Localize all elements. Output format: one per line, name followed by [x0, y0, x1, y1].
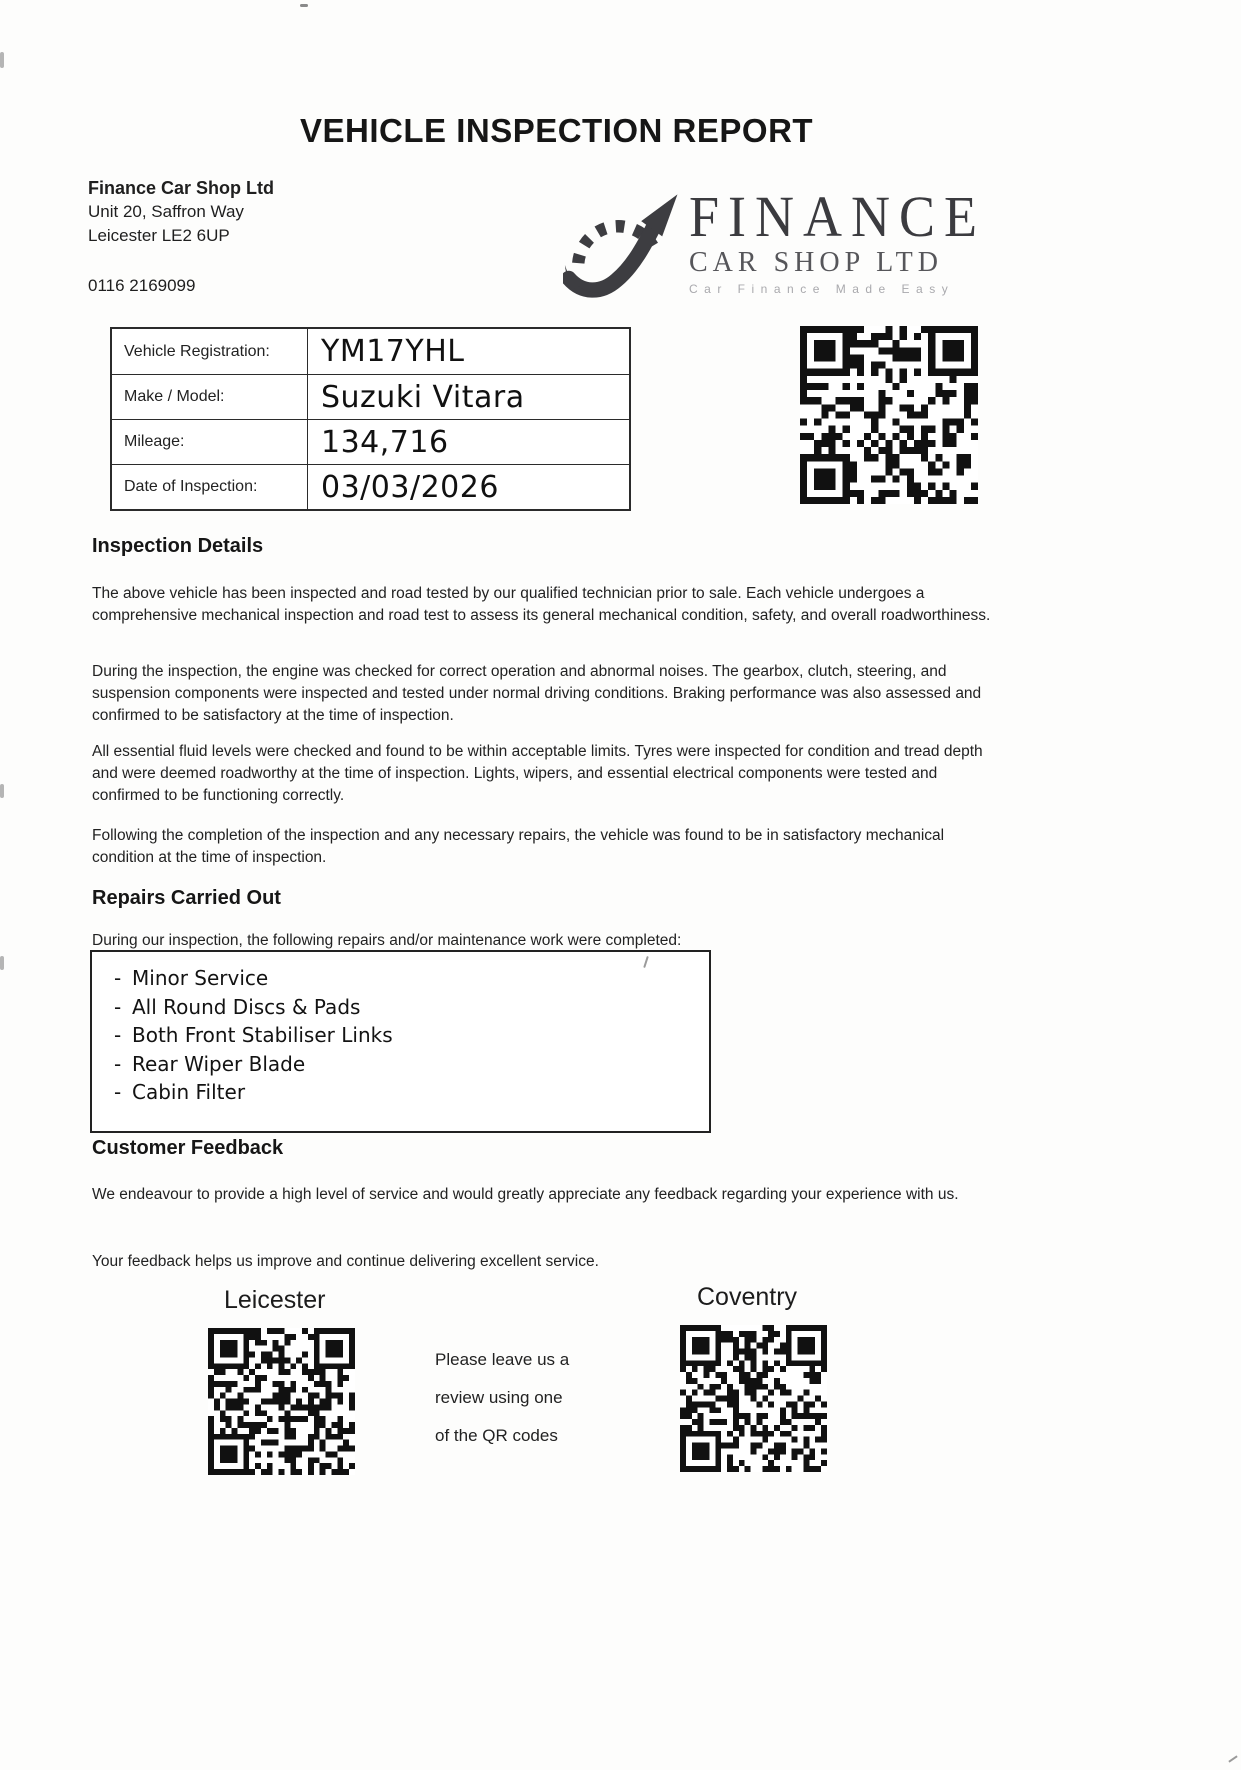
repairs-list-box — [90, 950, 711, 1133]
vehicle-details-table — [110, 327, 631, 511]
feedback-paragraph-2: Your feedback helps us improve and continue delivering excellent service. — [92, 1253, 599, 1270]
qr-code-vehicle-report — [800, 326, 978, 504]
review-note — [435, 1350, 569, 1464]
feedback-paragraph-1: We endeavour to provide a high level of service and would greatly appreciate any feedback regarding your experience with us. — [92, 1186, 959, 1203]
qr-code-coventry-review — [680, 1325, 827, 1472]
inspection-details-heading: Inspection Details — [92, 535, 264, 557]
repairs-intro: During our inspection, the following repairs and/or maintenance work were completed: — [92, 932, 682, 949]
table-row — [112, 464, 629, 509]
repairs-list — [92, 952, 709, 1107]
inspection-date-label: Date of Inspection: — [112, 465, 308, 509]
review-note-line: review using one — [435, 1388, 563, 1407]
mileage-value: 134,716 — [321, 424, 449, 460]
scan-artifact — [0, 52, 4, 68]
make-model-value: Suzuki Vitara — [321, 379, 525, 415]
page-title: VEHICLE INSPECTION REPORT — [300, 112, 814, 149]
customer-feedback-heading: Customer Feedback — [92, 1137, 284, 1159]
scan-artifact — [0, 784, 4, 798]
repair-item: - All Round Discs & Pads — [108, 993, 709, 1022]
company-name: Finance Car Shop Ltd — [88, 178, 275, 198]
repair-item: - Minor Service — [108, 964, 709, 993]
scan-artifact — [1228, 1755, 1237, 1762]
inspection-paragraph-2: During the inspection, the engine was checked for correct operation and abnormal noises. The gearbox, clutch, steering, and suspension components were inspected and tested under normal driving conditions. Braking performance was also assessed and confirmed to be satisfactory at the time of inspection. — [92, 663, 982, 724]
arrow-gauge-icon — [563, 185, 687, 308]
repair-item: - Both Front Stabiliser Links — [108, 1021, 709, 1050]
logo-wordmark-finance: FINANCE — [689, 184, 987, 249]
review-note-line: Please leave us a — [435, 1350, 570, 1369]
repair-item: - Rear Wiper Blade — [108, 1050, 709, 1079]
table-row — [112, 329, 629, 374]
company-phone: 0116 2169099 — [88, 276, 196, 295]
company-details — [88, 176, 274, 298]
vehicle-registration-value: YM17YHL — [321, 334, 465, 369]
scan-artifact — [0, 956, 4, 970]
mileage-label: Mileage: — [112, 420, 308, 464]
repair-item: - Cabin Filter — [108, 1078, 709, 1107]
repairs-heading: Repairs Carried Out — [92, 887, 281, 909]
inspection-paragraph-3: All essential fluid levels were checked and found to be within acceptable limits. Tyres were inspected for condition and tread depth and were deemed roadworthy at the time of inspection. Lights, wipers, and essential electrical components were tested and confirmed to be functioning correctly. — [92, 743, 983, 804]
vehicle-registration-label: Vehicle Registration: — [112, 329, 308, 374]
qr-code-leicester-review — [208, 1328, 355, 1475]
table-row — [112, 374, 629, 419]
logo-text — [689, 183, 986, 296]
review-note-line: of the QR codes — [435, 1426, 558, 1445]
inspection-date-value: 03/03/2026 — [321, 469, 499, 505]
scan-artifact — [300, 4, 308, 7]
make-model-label: Make / Model: — [112, 375, 308, 419]
company-logo — [563, 183, 993, 308]
company-address-line2: Leicester LE2 6UP — [88, 226, 230, 245]
inspection-paragraph-1: The above vehicle has been inspected and road tested by our qualified technician prior to sale. Each vehicle undergoes a comprehensive mechanical inspection and road test to assess its general mechanical condition, safety, and overall roadworthiness. — [92, 585, 991, 624]
logo-wordmark-car-shop-ltd: CAR SHOP LTD — [689, 247, 943, 278]
location-label-coventry: Coventry — [697, 1283, 798, 1311]
location-label-leicester: Leicester — [224, 1286, 326, 1314]
table-row — [112, 419, 629, 464]
company-address-line1: Unit 20, Saffron Way — [88, 202, 244, 221]
logo-tagline: Car Finance Made Easy — [689, 282, 955, 296]
inspection-paragraph-4: Following the completion of the inspection and any necessary repairs, the vehicle was found to be in satisfactory mechanical condition at the time of inspection. — [92, 827, 945, 866]
